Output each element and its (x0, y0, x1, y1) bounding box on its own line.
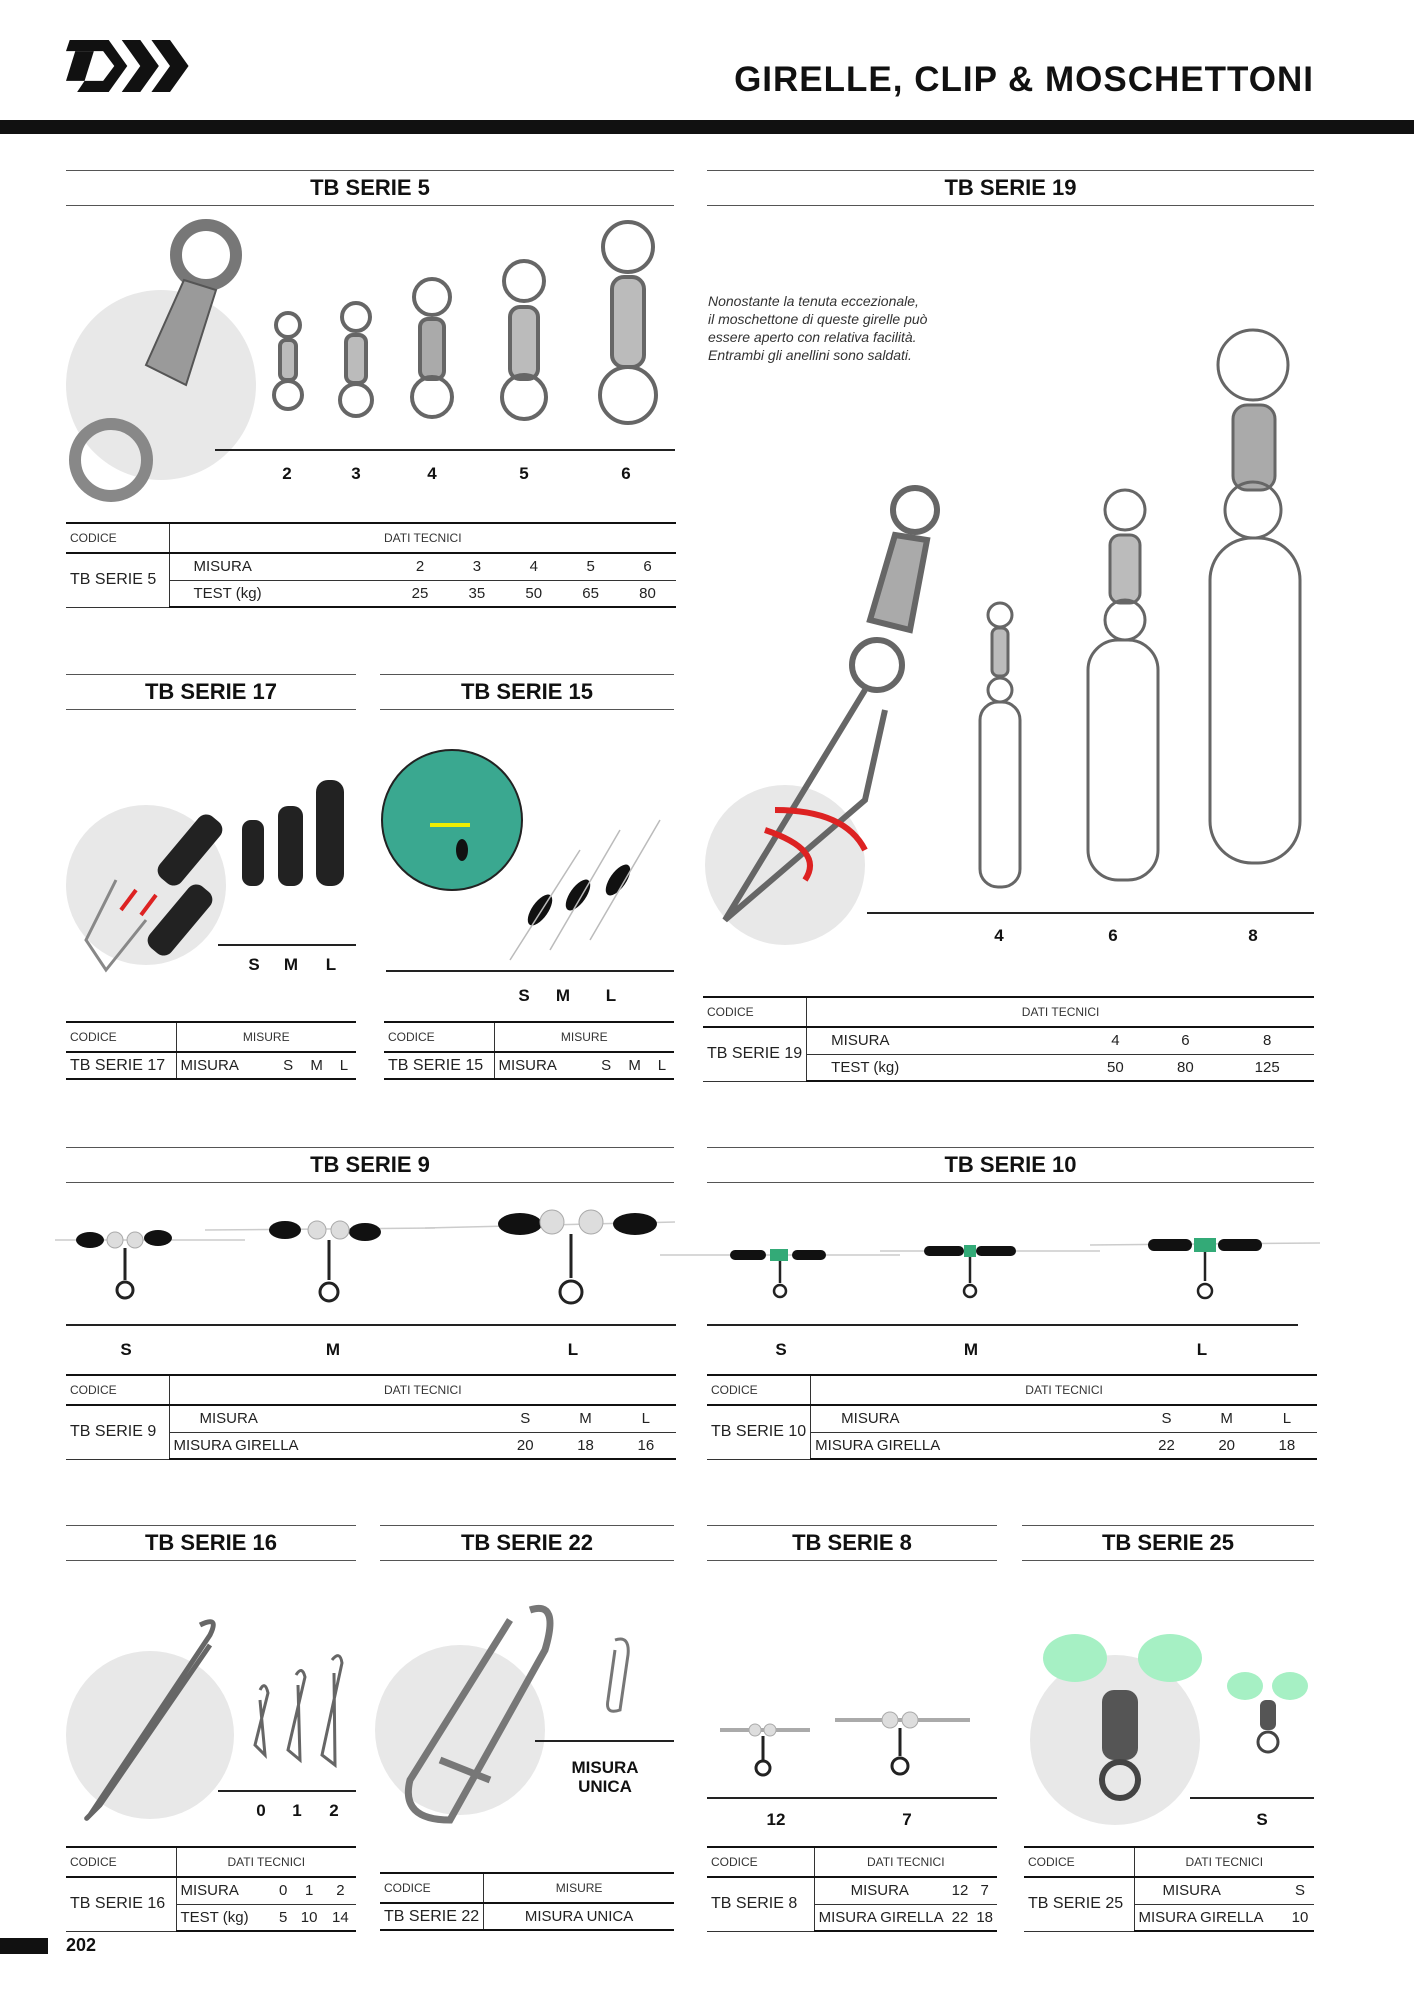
serie10-image (660, 1225, 1320, 1305)
size-cell: S (495, 1405, 555, 1432)
row-label: MISURA (176, 1877, 273, 1904)
serie19-image (705, 330, 1315, 940)
serie25-image (1020, 1630, 1314, 1830)
size-cell: 8 (1220, 1027, 1314, 1054)
girella-cell: 18 (972, 1904, 997, 1931)
serie16-baseline (218, 1790, 356, 1792)
size-cell: M (1197, 1405, 1257, 1432)
serie17-baseline (218, 944, 356, 946)
serie19-spec-table (703, 996, 1314, 1082)
codice-header: CODICE (66, 1375, 169, 1405)
misure-header: MISURE (176, 1022, 356, 1052)
serie16-spec-table (66, 1846, 356, 1932)
size-cell: M (302, 1052, 332, 1079)
codice-header: CODICE (380, 1873, 484, 1903)
serie8-size-label: 12 (766, 1810, 786, 1829)
serie5-spec-table (66, 522, 676, 608)
serie9-size-label: L (567, 1340, 579, 1359)
girella-cell: 18 (555, 1432, 615, 1459)
serie5-size-label: 5 (519, 464, 529, 483)
serie-code: TB SERIE 22 (380, 1903, 484, 1930)
row-label: TEST (kg) (169, 580, 392, 607)
serie22-spec-table (380, 1872, 674, 1931)
row-label: MISURA (814, 1877, 948, 1904)
section-title-serie8: TB SERIE 8 (707, 1525, 997, 1561)
serie5-size-label: 4 (427, 464, 437, 483)
size-cell: 4 (505, 553, 562, 580)
page-number: 202 (66, 1935, 97, 1955)
size-cell: S (275, 1052, 302, 1079)
footer-bar (0, 1938, 48, 1954)
row-label: MISURA (1134, 1877, 1286, 1904)
section-title-serie25: TB SERIE 25 (1022, 1525, 1314, 1561)
test-cell: 50 (1080, 1054, 1150, 1081)
serie5-swivels-image (260, 215, 670, 435)
section-title-serie9: TB SERIE 9 (66, 1147, 674, 1183)
serie-code: TB SERIE 10 (707, 1405, 811, 1459)
size-cell: 12 (948, 1877, 973, 1904)
serie22-baseline (535, 1740, 674, 1742)
section-title-serie17: TB SERIE 17 (66, 674, 356, 710)
serie17-image (66, 770, 356, 1000)
size-cell: L (616, 1405, 676, 1432)
serie15-image (380, 730, 674, 980)
girella-cell: 10 (1286, 1904, 1314, 1931)
serie5-size-label: 6 (621, 464, 631, 483)
size-cell: L (1257, 1405, 1317, 1432)
serie10-spec-table (707, 1374, 1317, 1460)
row-label: MISURA (811, 1405, 1137, 1432)
serie9-image (55, 1200, 675, 1310)
serie10-size-label: S (775, 1340, 787, 1359)
size-cell: 7 (972, 1877, 997, 1904)
serie15-size-label: M (555, 986, 571, 1005)
codice-header: CODICE (66, 1847, 176, 1877)
size-cell: M (620, 1052, 650, 1079)
serie17-size-label: L (325, 955, 337, 974)
girella-cell: 22 (948, 1904, 973, 1931)
section-title-serie22: TB SERIE 22 (380, 1525, 674, 1561)
row-label: MISURA (494, 1052, 593, 1079)
serie-code: TB SERIE 25 (1024, 1877, 1134, 1931)
size-cell: M (555, 1405, 615, 1432)
size-cell: 2 (392, 553, 449, 580)
size-cell: 6 (619, 553, 676, 580)
misure-header: MISURE (484, 1873, 674, 1903)
size-cell: S (1136, 1405, 1196, 1432)
girella-cell: 16 (616, 1432, 676, 1459)
serie8-baseline (707, 1797, 997, 1799)
serie25-spec-table (1024, 1846, 1314, 1932)
test-cell: 80 (619, 580, 676, 607)
serie25-baseline (1190, 1797, 1314, 1799)
serie-code: TB SERIE 17 (66, 1052, 176, 1079)
section-title-serie15: TB SERIE 15 (380, 674, 674, 710)
row-label: MISURA GIRELLA (169, 1432, 495, 1459)
serie-code: TB SERIE 19 (703, 1027, 807, 1081)
serie-code: TB SERIE 15 (384, 1052, 494, 1079)
header-bar (0, 120, 1414, 134)
serie15-baseline (386, 970, 674, 972)
test-cell: 14 (325, 1904, 356, 1931)
serie17-size-label: S (248, 955, 260, 974)
misure-header: MISURE (494, 1022, 674, 1052)
serie8-image (715, 1690, 995, 1800)
serie9-spec-table (66, 1374, 676, 1460)
codice-header: CODICE (707, 1375, 811, 1405)
serie25-size-label: S (1256, 1810, 1268, 1829)
row-label: TEST (kg) (176, 1904, 273, 1931)
serie10-size-label: M (963, 1340, 979, 1359)
dati-tecnici-header: DATI TECNICI (811, 1375, 1317, 1405)
test-cell: 10 (294, 1904, 325, 1931)
girella-cell: 22 (1136, 1432, 1196, 1459)
serie19-note: Nonostante la tenuta eccezionale, il moschettone di queste girelle può essere aperto con relativa facilità. Entrambi gli anellini sono saldati. (708, 293, 928, 363)
serie9-size-label: M (325, 1340, 341, 1359)
row-label: MISURA (176, 1052, 275, 1079)
dati-tecnici-header: DATI TECNICI (1134, 1847, 1314, 1877)
page-title: GIRELLE, CLIP & MOSCHETTONI (734, 60, 1314, 99)
girella-cell: 18 (1257, 1432, 1317, 1459)
serie9-baseline (66, 1324, 676, 1326)
test-cell: 125 (1220, 1054, 1314, 1081)
serie16-size-label: 2 (329, 1801, 339, 1820)
section-title-serie19: TB SERIE 19 (707, 170, 1314, 206)
serie5-baseline (215, 449, 675, 451)
size-cell: 5 (562, 553, 619, 580)
codice-header: CODICE (703, 997, 807, 1027)
row-label: MISURA (807, 1027, 1081, 1054)
serie-code: TB SERIE 5 (66, 553, 169, 607)
serie10-size-label: L (1196, 1340, 1208, 1359)
row-label: MISURA (169, 1405, 495, 1432)
codice-header: CODICE (1024, 1847, 1134, 1877)
serie19-size-label: 6 (1108, 926, 1118, 945)
section-title-serie5: TB SERIE 5 (66, 170, 674, 206)
size-cell: 2 (325, 1877, 356, 1904)
serie5-size-label: 2 (282, 464, 292, 483)
serie5-hero-image (66, 210, 246, 510)
girella-cell: 20 (495, 1432, 555, 1459)
test-cell: 5 (273, 1904, 294, 1931)
serie16-image (60, 1605, 356, 1825)
size-cell: L (650, 1052, 674, 1079)
size-cell: MISURA UNICA (484, 1903, 674, 1930)
serie5-size-label: 3 (351, 464, 361, 483)
test-cell: 50 (505, 580, 562, 607)
codice-header: CODICE (66, 1022, 176, 1052)
serie17-size-label: M (283, 955, 299, 974)
dati-tecnici-header: DATI TECNICI (169, 1375, 676, 1405)
size-cell: 4 (1080, 1027, 1150, 1054)
serie8-spec-table (707, 1846, 997, 1932)
serie-code: TB SERIE 16 (66, 1877, 176, 1931)
size-cell: S (1286, 1877, 1314, 1904)
serie19-baseline (867, 912, 1314, 914)
dati-tecnici-header: DATI TECNICI (807, 997, 1314, 1027)
size-cell: 0 (273, 1877, 294, 1904)
test-cell: 80 (1150, 1054, 1220, 1081)
row-label: MISURA GIRELLA (811, 1432, 1137, 1459)
serie9-size-label: S (120, 1340, 132, 1359)
row-label: TEST (kg) (807, 1054, 1081, 1081)
girella-cell: 20 (1197, 1432, 1257, 1459)
serie22-size-label: MISURA UNICA (571, 1758, 639, 1796)
serie19-size-label: 8 (1248, 926, 1258, 945)
row-label: MISURA GIRELLA (1134, 1904, 1286, 1931)
row-label: MISURA (169, 553, 392, 580)
codice-header: CODICE (707, 1847, 814, 1877)
row-label: MISURA GIRELLA (814, 1904, 948, 1931)
serie15-spec-table (384, 1021, 674, 1080)
codice-header: CODICE (384, 1022, 494, 1052)
test-cell: 25 (392, 580, 449, 607)
daiwa-logo (66, 30, 196, 102)
serie-code: TB SERIE 9 (66, 1405, 169, 1459)
serie19-size-label: 4 (994, 926, 1004, 945)
section-title-serie10: TB SERIE 10 (707, 1147, 1314, 1183)
serie16-size-label: 1 (292, 1801, 302, 1820)
size-cell: 6 (1150, 1027, 1220, 1054)
dati-tecnici-header: DATI TECNICI (169, 523, 676, 553)
serie15-size-label: L (605, 986, 617, 1005)
test-cell: 65 (562, 580, 619, 607)
size-cell: L (332, 1052, 356, 1079)
size-cell: S (593, 1052, 620, 1079)
serie15-size-label: S (518, 986, 530, 1005)
dati-tecnici-header: DATI TECNICI (814, 1847, 997, 1877)
serie8-size-label: 7 (902, 1810, 912, 1829)
size-cell: 1 (294, 1877, 325, 1904)
codice-header: CODICE (66, 523, 169, 553)
size-cell: 3 (448, 553, 505, 580)
section-title-serie16: TB SERIE 16 (66, 1525, 356, 1561)
serie16-size-label: 0 (256, 1801, 266, 1820)
test-cell: 35 (448, 580, 505, 607)
serie10-baseline (707, 1324, 1298, 1326)
serie-code: TB SERIE 8 (707, 1877, 814, 1931)
dati-tecnici-header: DATI TECNICI (176, 1847, 356, 1877)
serie17-spec-table (66, 1021, 356, 1080)
